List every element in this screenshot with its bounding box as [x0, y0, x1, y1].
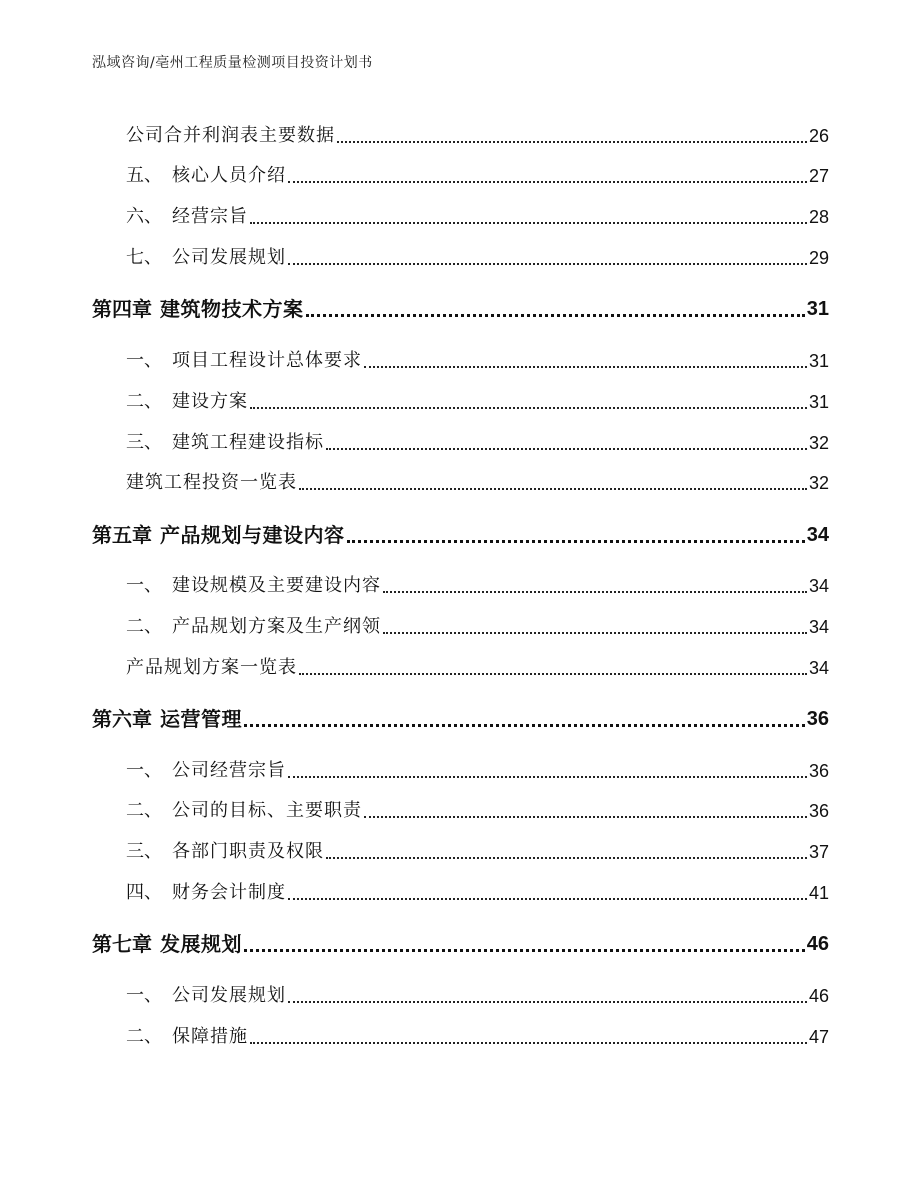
toc-entry[interactable] [126, 655, 829, 681]
toc-page-number: 27 [808, 166, 829, 186]
toc-leader [250, 222, 807, 224]
toc-leader [347, 540, 805, 543]
toc-chapter-label: 第六章 [92, 707, 152, 731]
toc-leader [288, 181, 807, 183]
toc-entry-title: 产品规划方案及生产纲领 [172, 616, 381, 637]
toc-page-number: 32 [808, 433, 829, 453]
toc-page-number: 36 [808, 761, 829, 781]
toc-entry-title: 公司的目标、主要职责 [172, 800, 362, 821]
toc-entry-number: 三、 [126, 432, 162, 453]
toc-page-number: 31 [806, 298, 829, 320]
toc-entry[interactable] [126, 573, 829, 599]
toc-page-number: 34 [808, 576, 829, 596]
toc-entry-title: 建设规模及主要建设内容 [172, 575, 381, 596]
toc-entry-number: 一、 [126, 985, 162, 1006]
toc-page-number: 28 [808, 207, 829, 227]
toc-entry-title: 项目工程设计总体要求 [172, 350, 362, 371]
toc-page-number: 46 [808, 986, 829, 1006]
toc-leader [326, 448, 807, 450]
toc-entry-title: 建筑工程建设指标 [172, 432, 324, 453]
toc-entry-title: 经营宗旨 [172, 206, 248, 227]
toc-entry-title: 公司发展规划 [172, 247, 286, 268]
toc-entry[interactable] [126, 430, 829, 456]
toc-entry-number: 六、 [126, 206, 162, 227]
toc-entry[interactable] [126, 123, 829, 149]
toc-page-number: 41 [808, 883, 829, 903]
toc-leader [364, 366, 807, 368]
document-header: 泓域咨询/亳州工程质量检测项目投资计划书 [92, 55, 373, 71]
toc-entry-title: 建筑工程投资一览表 [126, 472, 297, 493]
toc-page-number: 32 [808, 473, 829, 493]
toc-entry-number: 五、 [126, 165, 162, 186]
toc-leader [383, 632, 807, 634]
toc-chapter-entry[interactable] [92, 295, 829, 323]
toc-entry[interactable] [126, 163, 829, 189]
toc-entry-title: 各部门职责及权限 [172, 841, 324, 862]
toc-leader [288, 1001, 807, 1003]
toc-entry-number: 三、 [126, 841, 162, 862]
toc-page-number: 31 [808, 392, 829, 412]
toc-entry[interactable] [126, 798, 829, 824]
toc-entry-number: 四、 [126, 882, 162, 903]
toc-chapter-label: 第五章 [92, 523, 152, 547]
toc-entry[interactable] [126, 880, 829, 906]
toc-entry-title: 保障措施 [172, 1026, 248, 1047]
toc-page-number: 26 [808, 126, 829, 146]
toc-entry[interactable] [126, 470, 829, 496]
toc-chapter-title: 产品规划与建设内容 [160, 523, 345, 547]
toc-entry-number: 一、 [126, 760, 162, 781]
toc-page-number: 34 [808, 617, 829, 637]
toc-leader [244, 724, 805, 727]
toc-page-number: 37 [808, 842, 829, 862]
toc-leader [250, 407, 807, 409]
toc-page-number: 46 [806, 933, 829, 955]
toc-entry[interactable] [126, 1024, 829, 1050]
toc-page-number: 47 [808, 1027, 829, 1047]
toc-page-number: 36 [806, 708, 829, 730]
toc-leader [337, 141, 807, 143]
toc-entry-number: 二、 [126, 1026, 162, 1047]
toc-entry-title: 核心人员介绍 [172, 165, 286, 186]
toc-entry[interactable] [126, 204, 829, 230]
toc-page-number: 31 [808, 351, 829, 371]
toc-entry-title: 公司经营宗旨 [172, 760, 286, 781]
toc-entry[interactable] [126, 983, 829, 1009]
toc-entry[interactable] [126, 389, 829, 415]
toc-page-number: 34 [808, 658, 829, 678]
toc-page-number: 36 [808, 801, 829, 821]
toc-leader [383, 591, 807, 593]
toc-leader [288, 898, 807, 900]
toc-chapter-title: 建筑物技术方案 [160, 297, 304, 321]
toc-entry-title: 产品规划方案一览表 [126, 657, 297, 678]
toc-chapter-entry[interactable] [92, 705, 829, 733]
toc-entry-number: 一、 [126, 575, 162, 596]
toc-entry-number: 二、 [126, 391, 162, 412]
toc-chapter-entry[interactable] [92, 521, 829, 549]
toc-entry-title: 公司合并利润表主要数据 [126, 125, 335, 146]
toc-chapter-entry[interactable] [92, 930, 829, 958]
toc-chapter-label: 第四章 [92, 297, 152, 321]
toc-chapter-title: 运营管理 [160, 707, 242, 731]
toc-leader [299, 673, 807, 675]
toc-entry-number: 二、 [126, 616, 162, 637]
toc-leader [364, 816, 807, 818]
toc-entry-number: 二、 [126, 800, 162, 821]
toc-chapter-title: 发展规划 [160, 932, 242, 956]
toc-page-number: 29 [808, 248, 829, 268]
toc-entry-number: 一、 [126, 350, 162, 371]
toc-entry[interactable] [126, 245, 829, 271]
toc-entry-title: 公司发展规划 [172, 985, 286, 1006]
toc-page-number: 34 [806, 524, 829, 546]
toc-leader [288, 263, 807, 265]
toc-entry[interactable] [126, 348, 829, 374]
toc-entry[interactable] [126, 614, 829, 640]
toc-leader [244, 949, 805, 952]
toc-entry-title: 财务会计制度 [172, 882, 286, 903]
toc-leader [299, 488, 807, 490]
toc-entry[interactable] [126, 758, 829, 784]
toc-chapter-label: 第七章 [92, 932, 152, 956]
toc-leader [306, 314, 805, 317]
toc-entry[interactable] [126, 839, 829, 865]
toc-leader [326, 857, 807, 859]
toc-leader [250, 1042, 807, 1044]
toc-entry-number: 七、 [126, 247, 162, 268]
toc-leader [288, 776, 807, 778]
toc-entry-title: 建设方案 [172, 391, 248, 412]
